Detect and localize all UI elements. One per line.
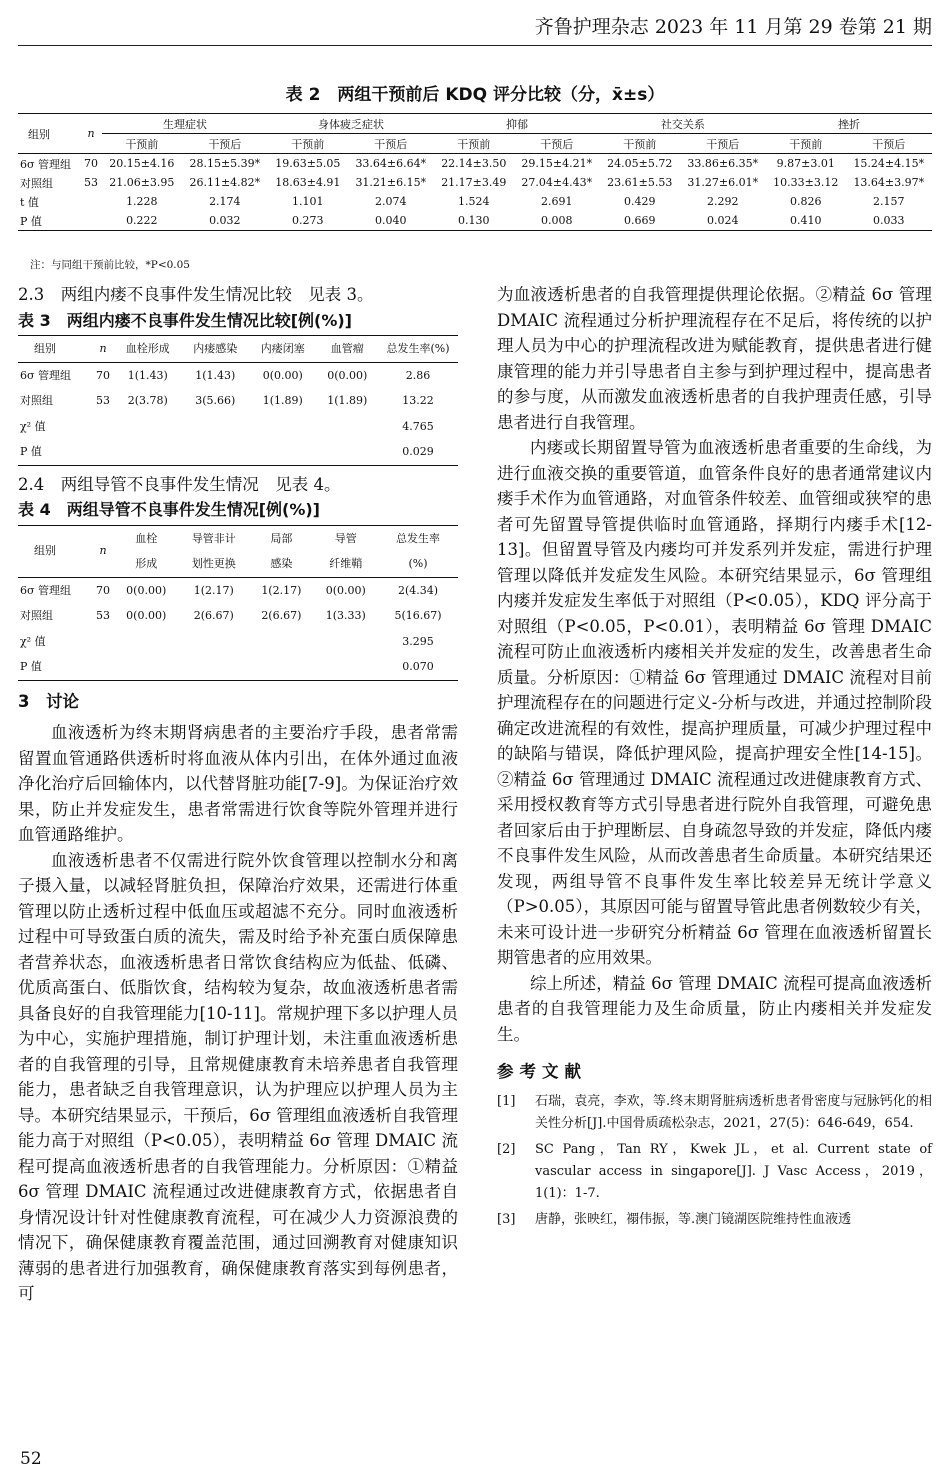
table-cell: 0(0.00) — [126, 609, 167, 622]
table-cell: 0.130 — [434, 211, 514, 231]
body-paragraph: 为血液透析患者的自我管理提供理论依据。②精益 6σ 管理 DMAIC 流程通过分析护理流程存在不足后，将传统的以护理人员为中心的护理流程改进为赋能教育，提供患者进行健康管理的能力并引导患者自主参与到护理过程中，提高患者的参与度，从而激发血液透析患者的自我护理责任感，引导患者进行自我管理。 — [497, 285, 932, 432]
row-n — [80, 192, 102, 211]
table2-sub: 干预前 — [102, 134, 182, 154]
table-cell: 70 — [96, 583, 110, 597]
table-cell: 31.27±6.01* — [687, 176, 759, 189]
row-label: 6σ 管理组 — [20, 157, 72, 171]
body-paragraph: 血液透析为终末期肾病患者的主要治疗手段，患者常需留置血管通路供透析时将血液从体内引出，在体外通过血液净化治疗后回输体内，以代替肾脏功能[7-9]。为保证治疗效果，防止并发症发生，患者常需进行饮食等院外管理并进行血管通路维护。 — [18, 723, 458, 844]
table-cell: 0.429 — [624, 195, 656, 208]
table2-caption: 表 2 两组干预前后 KDQ 评分比较（分，x̄±s） — [285, 85, 665, 105]
row-n — [80, 211, 102, 231]
table-cell: 20.15±4.16 — [109, 157, 175, 170]
table2-group-header: 组别 — [18, 114, 80, 154]
reference-text: 石瑞，袁亮，李欢，等.终末期肾脏病透析患者骨密度与冠脉钙化的相关性分析[J].中国骨质疏松杂志，2021，27(5)：646-649，654. — [535, 1093, 932, 1131]
table-cell: 3.295 — [402, 634, 434, 648]
reference-item — [497, 1209, 932, 1231]
table3-header: 总发生率(%) — [378, 336, 458, 363]
table-cell: 29.15±4.21* — [521, 157, 593, 170]
table-row — [18, 629, 458, 655]
table-cell: 21.17±3.49 — [441, 176, 507, 189]
row-label: 6σ 管理组 — [20, 583, 72, 597]
table2-sub: 干预后 — [348, 134, 434, 154]
table2-sub: 干预后 — [680, 134, 766, 154]
table4-caption: 表 4 两组导管不良事件发生情况[例(%)] — [18, 500, 320, 519]
table-cell: 24.05±5.72 — [607, 157, 673, 170]
table-cell: 2(6.67) — [193, 609, 234, 622]
table4-header: 组别 — [18, 525, 92, 577]
table-cell — [92, 439, 114, 465]
table2 — [18, 113, 932, 231]
table-cell: 0.669 — [600, 211, 680, 231]
table-cell: 0(0.00) — [262, 368, 303, 382]
table-cell: 21.06±3.95 — [109, 176, 175, 189]
row-label: 对照组 — [20, 176, 53, 190]
references-heading: 参考文献 — [497, 1062, 587, 1081]
table-cell: 1.524 — [458, 195, 490, 208]
reference-item — [497, 1139, 932, 1205]
section-2-4-heading: 2.4 两组导管不良事件发生情况 见表 4。 — [18, 474, 341, 494]
table-cell — [249, 439, 317, 465]
reference-number: [1] — [497, 1093, 516, 1109]
table-cell: 53 — [96, 609, 110, 622]
reference-text: 唐静，张映红，禤伟振，等.澳门镜湖医院维持性血液透 — [535, 1211, 852, 1227]
table-cell: 19.63±5.05 — [275, 157, 341, 170]
table-cell: 0.410 — [766, 211, 846, 231]
table4-header: 导管 — [314, 525, 378, 551]
table-cell: 0.032 — [182, 211, 268, 231]
table2-domain: 身体疲乏症状 — [268, 114, 434, 134]
table-cell: 1(2.17) — [261, 583, 302, 597]
row-label: P 值 — [18, 654, 92, 680]
table-cell: 3(5.66) — [195, 394, 236, 407]
table4-header: 划性更换 — [178, 551, 249, 577]
table-cell: 18.63±4.91 — [275, 176, 341, 189]
table-cell: 5(16.67) — [394, 609, 442, 622]
table-cell: 0.033 — [846, 211, 932, 231]
table2-sub: 干预前 — [434, 134, 514, 154]
table-cell: 15.24±4.15* — [853, 157, 925, 170]
table-cell: 2.86 — [405, 368, 431, 382]
row-n: 53 — [84, 176, 98, 189]
table4-header: 总发生率 — [378, 525, 458, 551]
table-cell — [249, 414, 317, 440]
table-cell: 9.87±3.01 — [776, 157, 835, 170]
row-label: t 值 — [20, 195, 39, 209]
table-cell: 2.691 — [541, 195, 573, 208]
body-paragraph: 综上所述，精益 6σ 管理 DMAIC 流程可提高血液透析患者的自我管理能力及生命质量，防止内瘘相关并发症发生。 — [497, 973, 932, 1044]
table-cell: 33.86±6.35* — [687, 157, 759, 170]
table-cell: 0.826 — [790, 195, 822, 208]
table3-header: 组别 — [18, 336, 92, 363]
table-row — [18, 603, 458, 629]
table2-note: 注：与同组干预前比较，*P<0.05 — [30, 259, 190, 271]
table3-header: 内瘘闭塞 — [249, 336, 317, 363]
table-row — [18, 577, 458, 603]
table2-sub: 干预前 — [600, 134, 680, 154]
table-cell: 33.64±6.64* — [355, 157, 427, 170]
reference-number: [2] — [497, 1141, 516, 1157]
table-cell: 1(1.89) — [262, 394, 303, 407]
section-3-heading: 3 讨论 — [18, 691, 79, 711]
row-label: 6σ 管理组 — [20, 368, 72, 382]
table-cell — [92, 654, 114, 680]
table-cell: 70 — [96, 368, 110, 382]
table-cell: 28.15±5.39* — [189, 157, 261, 170]
table-cell: 31.21±6.15* — [355, 176, 427, 189]
table-cell — [178, 654, 249, 680]
table3-header: 血管瘤 — [317, 336, 379, 363]
table-cell: 0.040 — [348, 211, 434, 231]
table2-domain: 生理症状 — [102, 114, 268, 134]
table4-header: 血栓 — [114, 525, 178, 551]
row-label: χ² 值 — [20, 634, 46, 648]
table2-domain: 挫折 — [766, 114, 932, 134]
table-cell: 0(0.00) — [327, 368, 368, 382]
table-cell: 1(1.43) — [127, 368, 168, 382]
table3-header: n — [92, 336, 114, 363]
right-column — [497, 282, 932, 1235]
table4-header: 感染 — [249, 551, 313, 577]
table-cell — [182, 414, 250, 440]
body-paragraph: 内瘘或长期留置导管为血液透析患者重要的生命线，为进行血液交换的重要管道，血管条件良好的患者通常建议内瘘手术作为血管通路，对血管条件较差、血管细或狭窄的患者可先留置导管提供临时血管通路，择期行内瘘手术[12-13]。但留置导管及内瘘均可并发系列并发症，需进行护理管理以降低并发症发生风险。本研究结果显示，6σ 管理组内瘘并发症发生率低于对照组（P<0.05），KDQ 评分高于对照组（P<0.05，P<0.01），表明精益 6σ 管理 DMAIC 流程可防止血液透析内瘘相关并发症的发生，改善患者生命质量。分析原因：①精益 6σ 管理通过 DMAIC 流程对目前护理流程存在的问题进行定义-分析与改进，并通过控制阶段确定改进流程的有效性，提高护理质量，可减少护理过程中的缺陷与错误，降低护理风险，提高护理安全性[14-15]。②精益 6σ 管理通过 DMAIC 流程通过改进健康教育方式、采用授权教育等方式引导患者进行院外自我管理，可避免患者回家后由于护理断层、自身疏忽导致的并发症，降低内瘘不良事件发生风险，从而改善患者生命质量。本研究结果还发现，两组导管不良事件发生率比较差异无统计学意义（P>0.05），其原因可能与留置导管此患者例数较少有关，未来可设计进一步研究分析精益 6σ 管理在血液透析留置长期管患者的应用效果。 — [497, 438, 932, 967]
table-row — [18, 211, 932, 231]
table-cell: 0(0.00) — [325, 583, 366, 597]
table2-domain: 社交关系 — [600, 114, 766, 134]
table-cell — [92, 414, 114, 440]
table-cell: 2.292 — [707, 195, 739, 208]
table4-header: 形成 — [114, 551, 178, 577]
table-cell: 0.008 — [514, 211, 600, 231]
running-head: 齐鲁护理杂志 2023 年 11 月第 29 卷第 21 期 — [534, 16, 932, 38]
table-cell: 1.101 — [292, 195, 324, 208]
table4-header: 局部 — [249, 525, 313, 551]
table-cell: 26.11±4.82* — [189, 176, 261, 189]
table2-sub: 干预后 — [182, 134, 268, 154]
table-cell: 0.222 — [102, 211, 182, 231]
table-cell: 10.33±3.12 — [773, 176, 839, 189]
row-label: χ² 值 — [20, 419, 46, 433]
table3-caption: 表 3 两组内瘘不良事件发生情况比较[例(%)] — [18, 310, 352, 330]
page-number: 52 — [20, 1449, 42, 1469]
table-cell: 1(1.43) — [195, 368, 236, 382]
table-cell: 2(4.34) — [397, 583, 439, 597]
table2-sub: 干预前 — [766, 134, 846, 154]
table-row — [18, 654, 458, 680]
table-cell: 2.174 — [209, 195, 241, 208]
table-cell: 13.64±3.97* — [853, 176, 925, 189]
reference-number: [3] — [497, 1211, 516, 1227]
table-cell: 0.024 — [680, 211, 766, 231]
table4 — [18, 525, 458, 681]
table-cell — [314, 629, 378, 655]
table-cell: 0.070 — [378, 654, 458, 680]
table4-header: 纤维鞘 — [314, 551, 378, 577]
table-cell — [317, 439, 379, 465]
table4-header: (%) — [378, 551, 458, 577]
table-row — [18, 154, 932, 174]
table3-header: 血栓形成 — [114, 336, 182, 363]
table2-sub: 干预后 — [846, 134, 932, 154]
table2-sub: 干预前 — [268, 134, 348, 154]
left-column — [18, 282, 458, 1307]
table-cell — [178, 629, 249, 655]
table-cell: 13.22 — [402, 394, 434, 407]
table-cell — [317, 414, 379, 440]
table-cell: 1(3.33) — [325, 609, 366, 622]
table-cell: 0.029 — [378, 439, 458, 465]
table-row — [18, 388, 458, 414]
section-2-3-heading: 2.3 两组内瘘不良事件发生情况比较 见表 3。 — [18, 285, 374, 304]
table-cell: 2.074 — [375, 195, 407, 208]
row-label: P 值 — [18, 439, 92, 465]
table2-n-header: n — [80, 114, 102, 154]
table-cell — [249, 654, 313, 680]
table2-domain: 抑郁 — [434, 114, 600, 134]
table-cell — [114, 629, 178, 655]
table-cell: 1(1.89) — [327, 394, 368, 407]
row-n: 70 — [84, 157, 98, 170]
table-cell: 53 — [96, 394, 110, 407]
body-paragraph: 血液透析患者不仅需进行院外饮食管理以控制水分和离子摄入量，以减轻肾脏负担，保障治疗效果，还需进行体重管理以防止透析过程中低血压或超滤不充分。同时血液透析过程中可导致蛋白质的流失，需及时给予补充蛋白质保障患者营养状态，血液透析患者日常饮食结构应为低盐、低磷、优质高蛋白、低脂饮食，结构较为复杂，故血液透析患者需具备良好的自我管理能力[10-11]。常规护理下多以护理人员为中心，实施护理措施，制订护理计划，未注重血液透析患者的自我管理的引导，且常规健康教育未培养患者自我管理能力，患者缺乏自我管理意识，认为护理应以护理人员为主导。本研究结果显示，干预后，6σ 管理组血液透析自我管理能力高于对照组（P<0.05），表明精益 6σ 管理 DMAIC 流程可提高血液透析患者的自我管理能力。分析原因：①精益 6σ 管理 DMAIC 流程通过改进健康教育方式，依据患者自身情况设计针对性健康教育流程，可在减少人力资源浪费的情况下，确保健康教育覆盖范围，通过回溯教育对健康知识薄弱的患者进行加强教育，确保健康教育落实到每例患者，可 — [18, 850, 458, 1303]
table-cell: 1.228 — [126, 195, 158, 208]
table-cell — [114, 439, 182, 465]
table-row — [18, 439, 458, 465]
table-row — [18, 173, 932, 192]
table-cell: 22.14±3.50 — [441, 157, 507, 170]
table-cell — [114, 414, 182, 440]
table-cell: 2.157 — [873, 195, 905, 208]
table-row — [18, 192, 932, 211]
table-cell: 0(0.00) — [126, 583, 167, 597]
row-label: P 值 — [18, 211, 80, 231]
table3 — [18, 335, 458, 466]
table-cell — [314, 654, 378, 680]
table-cell — [92, 629, 114, 655]
table4-header: 导管非计 — [178, 525, 249, 551]
reference-text: SC Pang，Tan RY，Kwek JL，et al. Current state of vascular access in singapore[J]. J Vasc Access，2019，1(1)：1-7. — [535, 1141, 932, 1201]
table2-sub: 干预后 — [514, 134, 600, 154]
row-label: 对照组 — [20, 394, 53, 407]
table-cell: 0.273 — [268, 211, 348, 231]
table4-header: n — [92, 525, 114, 577]
table-row — [18, 414, 458, 440]
reference-item — [497, 1091, 932, 1135]
table-cell: 1(2.17) — [193, 583, 234, 597]
table-cell: 23.61±5.53 — [607, 176, 673, 189]
header-rule — [18, 45, 932, 46]
table-cell: 2(3.78) — [127, 394, 168, 407]
table-cell — [182, 439, 250, 465]
table-cell — [249, 629, 313, 655]
table-cell: 4.765 — [402, 419, 434, 433]
table3-header: 内瘘感染 — [182, 336, 250, 363]
table-cell: 27.04±4.43* — [521, 176, 593, 189]
table-cell — [114, 654, 178, 680]
row-label: 对照组 — [20, 609, 53, 622]
table-cell: 2(6.67) — [261, 609, 302, 622]
table-row — [18, 362, 458, 388]
